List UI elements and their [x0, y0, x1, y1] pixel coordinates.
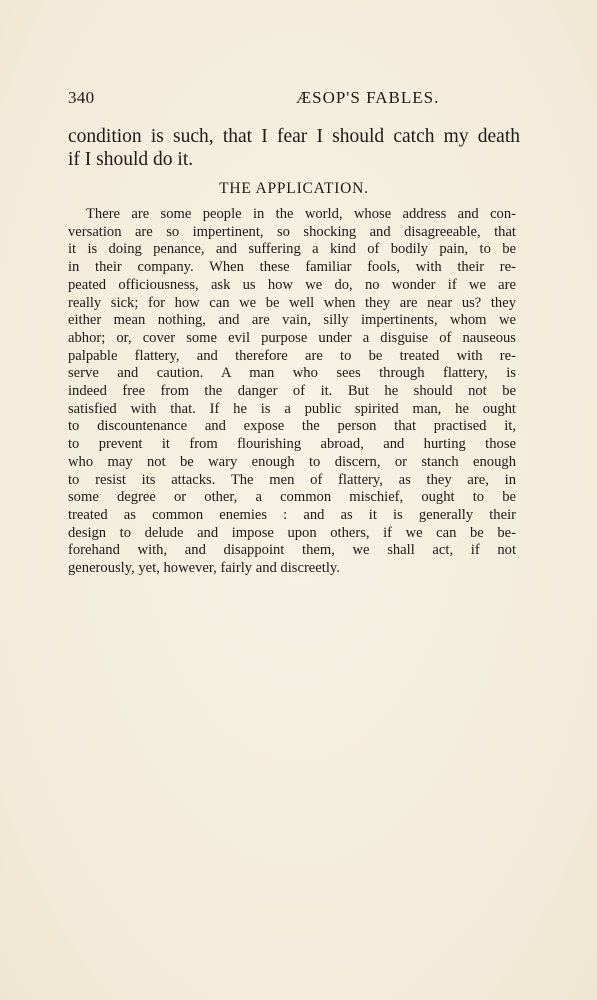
text-line: to discountenance and expose the person that practised it,: [68, 418, 516, 435]
section-heading: THE APPLICATION.: [219, 180, 369, 197]
text-line: in their company. When these familiar fools, with their re-: [68, 259, 516, 276]
text-line: peated officiousness, ask us how we do, no wonder if we are: [68, 276, 516, 293]
text-line: design to delude and impose upon others, if we can be be-: [68, 524, 516, 541]
text-line: if I should do it.: [68, 149, 194, 170]
text-line: serve and caution. A man who sees through flattery, is: [68, 365, 516, 382]
text-line: There are some people in the world, whose address and con-: [86, 206, 516, 222]
text-line: to prevent it from flourishing abroad, and hurting those: [68, 436, 516, 453]
text-line: forehand with, and disappoint them, we shall act, if not: [68, 542, 516, 559]
text-line: versation are so impertinent, so shocking and disagreeable, that: [68, 223, 516, 240]
text-line: really sick; for how can we be well when they are near us? they: [68, 294, 516, 311]
text-line: either mean nothing, and are vain, silly impertinents, whom we: [68, 312, 516, 329]
running-head: [68, 88, 520, 112]
carryover-paragraph: [68, 125, 520, 171]
text-line: indeed free from the danger of it. But he should not be: [68, 383, 516, 400]
text-line: generously, yet, however, fairly and discreetly.: [68, 560, 340, 577]
text-line: to resist its attacks. The men of flattery, as they are, in: [68, 471, 516, 488]
page-number: 340: [68, 88, 95, 107]
running-title: ÆSOP'S FABLES.: [296, 88, 440, 107]
application-paragraph: [68, 206, 516, 578]
text-line: some degree or other, a common mischief, ought to be: [68, 489, 516, 506]
text-line: it is doing penance, and suffering a kind of bodily pain, to be: [68, 241, 516, 258]
text-line: condition is such, that I fear I should catch my death: [68, 126, 520, 147]
text-line: who may not be wary enough to discern, or stanch enough: [68, 453, 516, 470]
text-line: abhor; or, cover some evil purpose under a disguise of nauseous: [68, 329, 516, 346]
text-line: palpable flattery, and therefore are to be treated with re-: [68, 347, 516, 364]
text-line: treated as common enemies : and as it is generally their: [68, 506, 516, 523]
text-line: satisfied with that. If he is a public spirited man, he ought: [68, 400, 516, 417]
